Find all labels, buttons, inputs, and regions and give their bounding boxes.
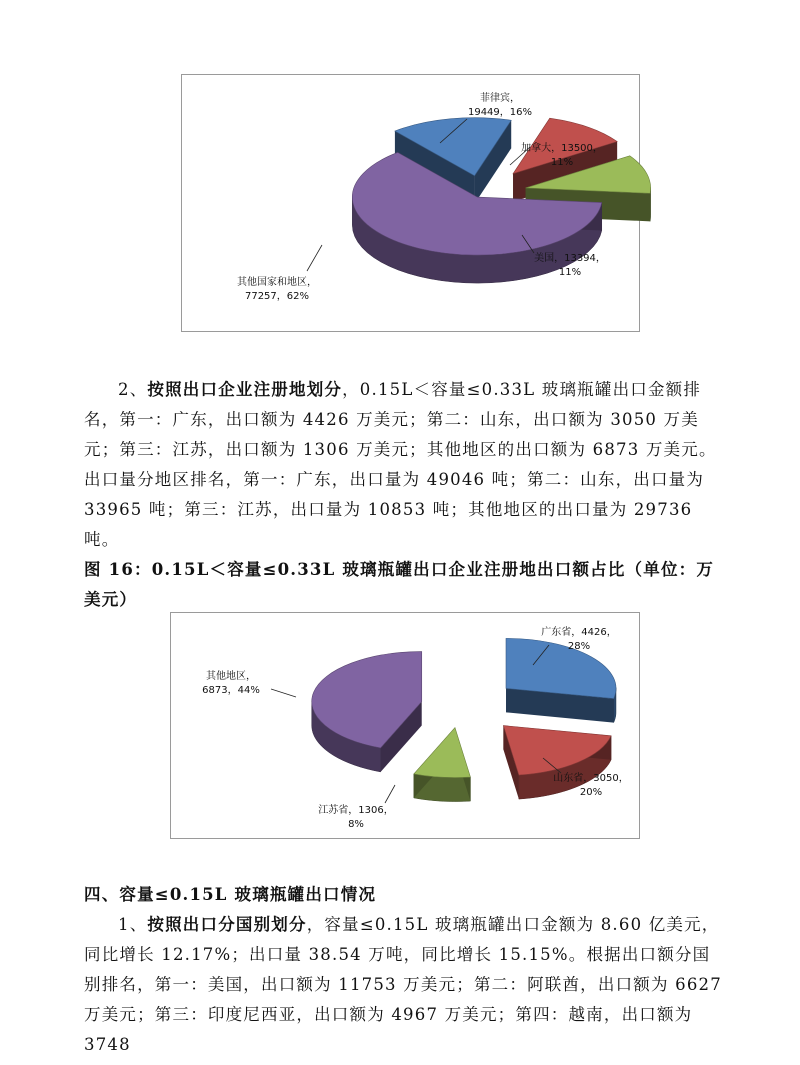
country-export-pie-chart xyxy=(181,74,640,332)
slice-label-line2: 6873，44% xyxy=(202,685,260,696)
leader-line xyxy=(385,785,395,803)
slice-label-line1: 其他国家和地区， xyxy=(237,277,317,288)
paragraph-bold-heading: 按照出口分国别划分 xyxy=(147,915,307,934)
slice-label-line1: 其他地区， xyxy=(206,671,256,682)
slice-label-line2: 11% xyxy=(550,157,574,168)
paragraph-number: 1、 xyxy=(118,915,148,934)
pie-slice-1 xyxy=(506,638,616,698)
paragraph-bold-heading: 按照出口企业注册地划分 xyxy=(147,380,343,399)
paragraph-region-ranking xyxy=(84,375,724,555)
slice-label-line2: 8% xyxy=(348,819,364,830)
section-4-heading: 四、容量≤0.15L 玻璃瓶罐出口情况 xyxy=(84,885,377,904)
slice-label-line2: 28% xyxy=(567,641,591,652)
slice-label-line1: 江苏省，1306， xyxy=(318,805,394,816)
pie-chart-svg xyxy=(171,613,639,838)
paragraph-body: ，容量≤0.15L 玻璃瓶罐出口金额为 8.60 亿美元，同比增长 12.17%；出口量 38.54 万吨，同比增长 15.15%。根据出口额分国别排名，第一：美国，出口额为 11753 万美元；第二：阿联酋，出口额为 6627 万美元；第三：印度尼西亚，出口额为 4967 万美元；第四：越南，出口额为 3748 xyxy=(84,915,722,1054)
slice-label-line2: 19449，16% xyxy=(467,107,533,118)
slice-label-line2: 11% xyxy=(558,267,582,278)
leader-line xyxy=(307,245,322,271)
slice-label-line2: 20% xyxy=(579,787,603,798)
slice-label-line1: 菲律宾， xyxy=(480,93,520,104)
pie-chart-svg xyxy=(182,75,639,331)
pie-slice-3 xyxy=(414,728,471,778)
paragraph-country-ranking xyxy=(84,910,724,1060)
figure-16-caption: 图 16：0.15L＜容量≤0.33L 玻璃瓶罐出口企业注册地出口额占比（单位：万美元） xyxy=(84,560,715,609)
paragraph-body: ，0.15L＜容量≤0.33L 玻璃瓶罐出口金额排名，第一：广东，出口额为 4426 万美元；第二：山东，出口额为 3050 万美元；第三：江苏，出口额为 1306 万美元；其他地区的出口额为 6873 万美元。出口量分地区排名，第一：广东，出口量为 49046 吨；第二：山东，出口量为 33965 吨；第三：江苏，出口量为 10853 吨；其他地区的出口量为 29736 吨。 xyxy=(84,380,717,549)
slice-label-line1: 美国，13394， xyxy=(534,253,606,264)
slice-label-line1: 山东省，3050， xyxy=(553,773,629,784)
slice-label-line2: 77257，62% xyxy=(244,291,310,302)
slice-label-line1: 广东省，4426， xyxy=(541,627,617,638)
paragraph-number: 2、 xyxy=(118,380,148,399)
leader-line xyxy=(271,689,296,697)
region-export-pie-chart xyxy=(170,612,640,839)
slice-label-line1: 加拿大，13500， xyxy=(521,143,603,154)
